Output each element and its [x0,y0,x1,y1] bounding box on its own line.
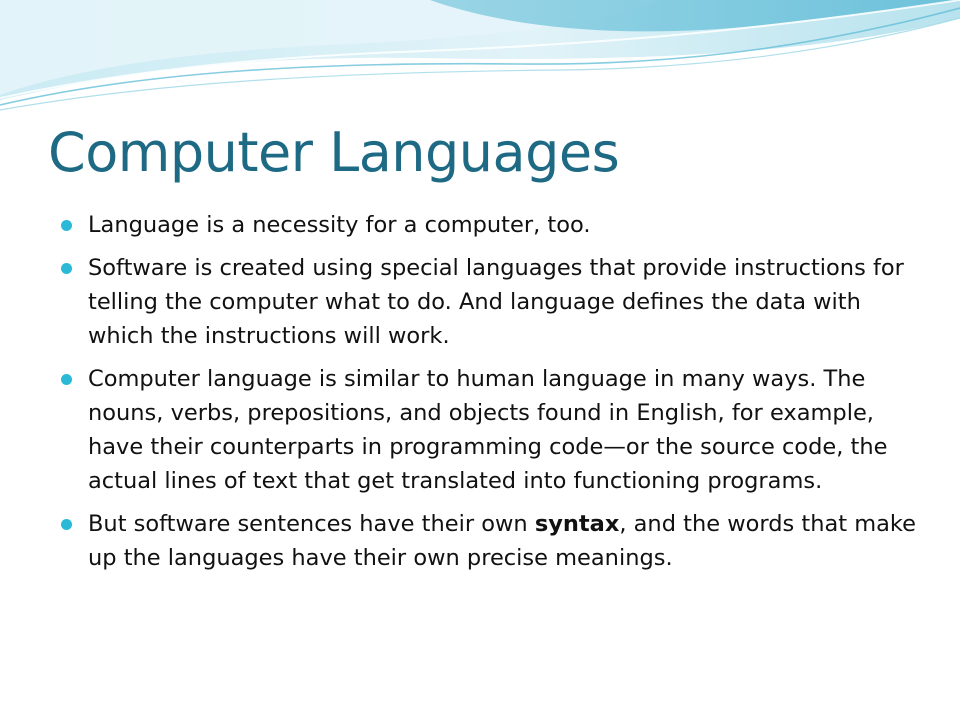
bullet-list [60,208,920,584]
bullet-dot-icon [61,263,72,274]
bullet-dot-icon [61,374,72,385]
slide-title: Computer Languages [48,121,620,184]
bullet-text-part: But software sentences have their own [88,511,535,537]
bullet-text: Software is created using special languages that provide instructions for telling the computer what to do. And language defines the data with which the instructions will work. [88,255,904,349]
bullet-text: Computer language is similar to human language in many ways. The nouns, verbs, prepositions, and objects found in English, for example, have their counterparts in programming code—or the source code, the actual lines of text that get translated into functioning programs. [88,366,888,494]
bullet-item [60,362,920,498]
bullet-dot-icon [61,519,72,530]
bullet-dot-icon [61,220,72,231]
bullet-text [88,511,916,571]
bullet-item [60,208,920,242]
bullet-text-part: , and the words that make up the languages have their own precise meanings. [88,511,917,571]
emphasis-word: syntax [534,511,620,537]
bullet-text: Language is a necessity for a computer, too. [88,212,591,238]
bullet-item [60,251,920,353]
bullet-item [60,507,920,575]
header-wave-decoration [0,0,960,125]
